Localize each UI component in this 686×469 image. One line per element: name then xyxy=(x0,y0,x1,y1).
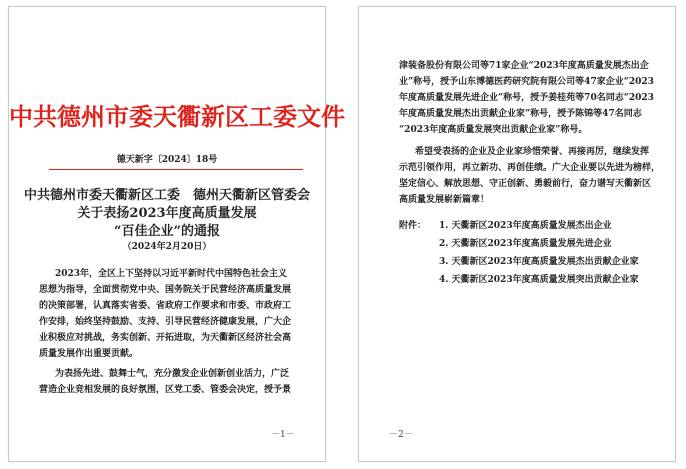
body-line: 为表扬先进、鼓舞士气，充分激发企业创新创业活力，广泛 xyxy=(55,369,290,379)
attachment-item: 4. 天衢新区2023年度高质量发展突出贡献企业家 xyxy=(439,275,639,285)
red-divider xyxy=(49,169,303,170)
title-line-2: 关于表扬2023年度高质量发展 xyxy=(77,206,257,221)
body-line: 业积极应对挑战，务实创新、开拓进取，为天衢新区经济社会高 xyxy=(39,333,292,343)
body-line: 的决策部署，认真落实省委、省政府工作要求和市委、市政府工 xyxy=(39,301,292,311)
body-line: 希望受表扬的企业及企业家珍惜荣誉、再接再厉，继续发挥 xyxy=(415,147,650,157)
document-number: 德天新字〔2024〕18号 xyxy=(116,155,218,165)
body-line: 业”称号，授予山东博德医药研究院有限公司等47家企业“2023 xyxy=(399,77,654,87)
body-line: 2023年，全区上下坚持以习近平新时代中国特色社会主义 xyxy=(55,269,288,279)
body-line: 年度高质量发展杰出贡献企业家”称号，授予陈锦等47名同志 xyxy=(399,109,642,119)
attachment-item: 3. 天衢新区2023年度高质量发展杰出贡献企业家 xyxy=(439,257,639,267)
issue-date: （2024年2月20日） xyxy=(122,242,212,252)
body-line: 思想为指导，全面贯彻党中央、国务院关于民营经济高质量发展 xyxy=(39,285,292,295)
document-page-2 xyxy=(358,6,676,462)
page-number: －1－ xyxy=(271,430,295,440)
body-line: “2023年度高质量发展突出贡献企业家”称号。 xyxy=(399,125,588,135)
title-line-1: 中共德州市委天衢新区工委 德州天衢新区管委会 xyxy=(23,188,310,203)
page-number: －2－ xyxy=(389,430,413,440)
body-line: 营造企业竞相发展的良好氛围，区党工委、管委会决定，授予景 xyxy=(39,385,292,395)
attachment-item: 2. 天衢新区2023年度高质量发展先进企业 xyxy=(439,239,612,249)
body-line: 高质量发展崭新篇章！ xyxy=(399,195,490,205)
body-line: 坚定信心、解放思想、守正创新、勇毅前行，奋力谱写天衢新区 xyxy=(399,179,652,189)
body-line: 年度高质量发展先进企业”称号，授予姜桂苑等70名同志“2023 xyxy=(399,93,654,103)
attachment-item: 1. 天衢新区2023年度高质量发展杰出企业 xyxy=(439,221,612,231)
body-line: 示范引领作用，再立新功、再创佳绩。广大企业要以先进为榜样， xyxy=(399,163,661,173)
body-line: 作安排，始终坚持鼓励、支持、引导民营经济健康发展，广大企 xyxy=(39,317,292,327)
body-line: 津装备股份有限公司等71家企业“2023年度高质量发展杰出企 xyxy=(399,61,649,71)
attachments-label: 附件： xyxy=(399,221,427,231)
document-page-1 xyxy=(8,6,345,462)
red-header: 中共德州市委天衢新区工委文件 xyxy=(9,102,345,131)
title-line-3: “百佳企业”的通报 xyxy=(114,224,220,239)
body-line: 质量发展作出重要贡献。 xyxy=(39,349,139,359)
